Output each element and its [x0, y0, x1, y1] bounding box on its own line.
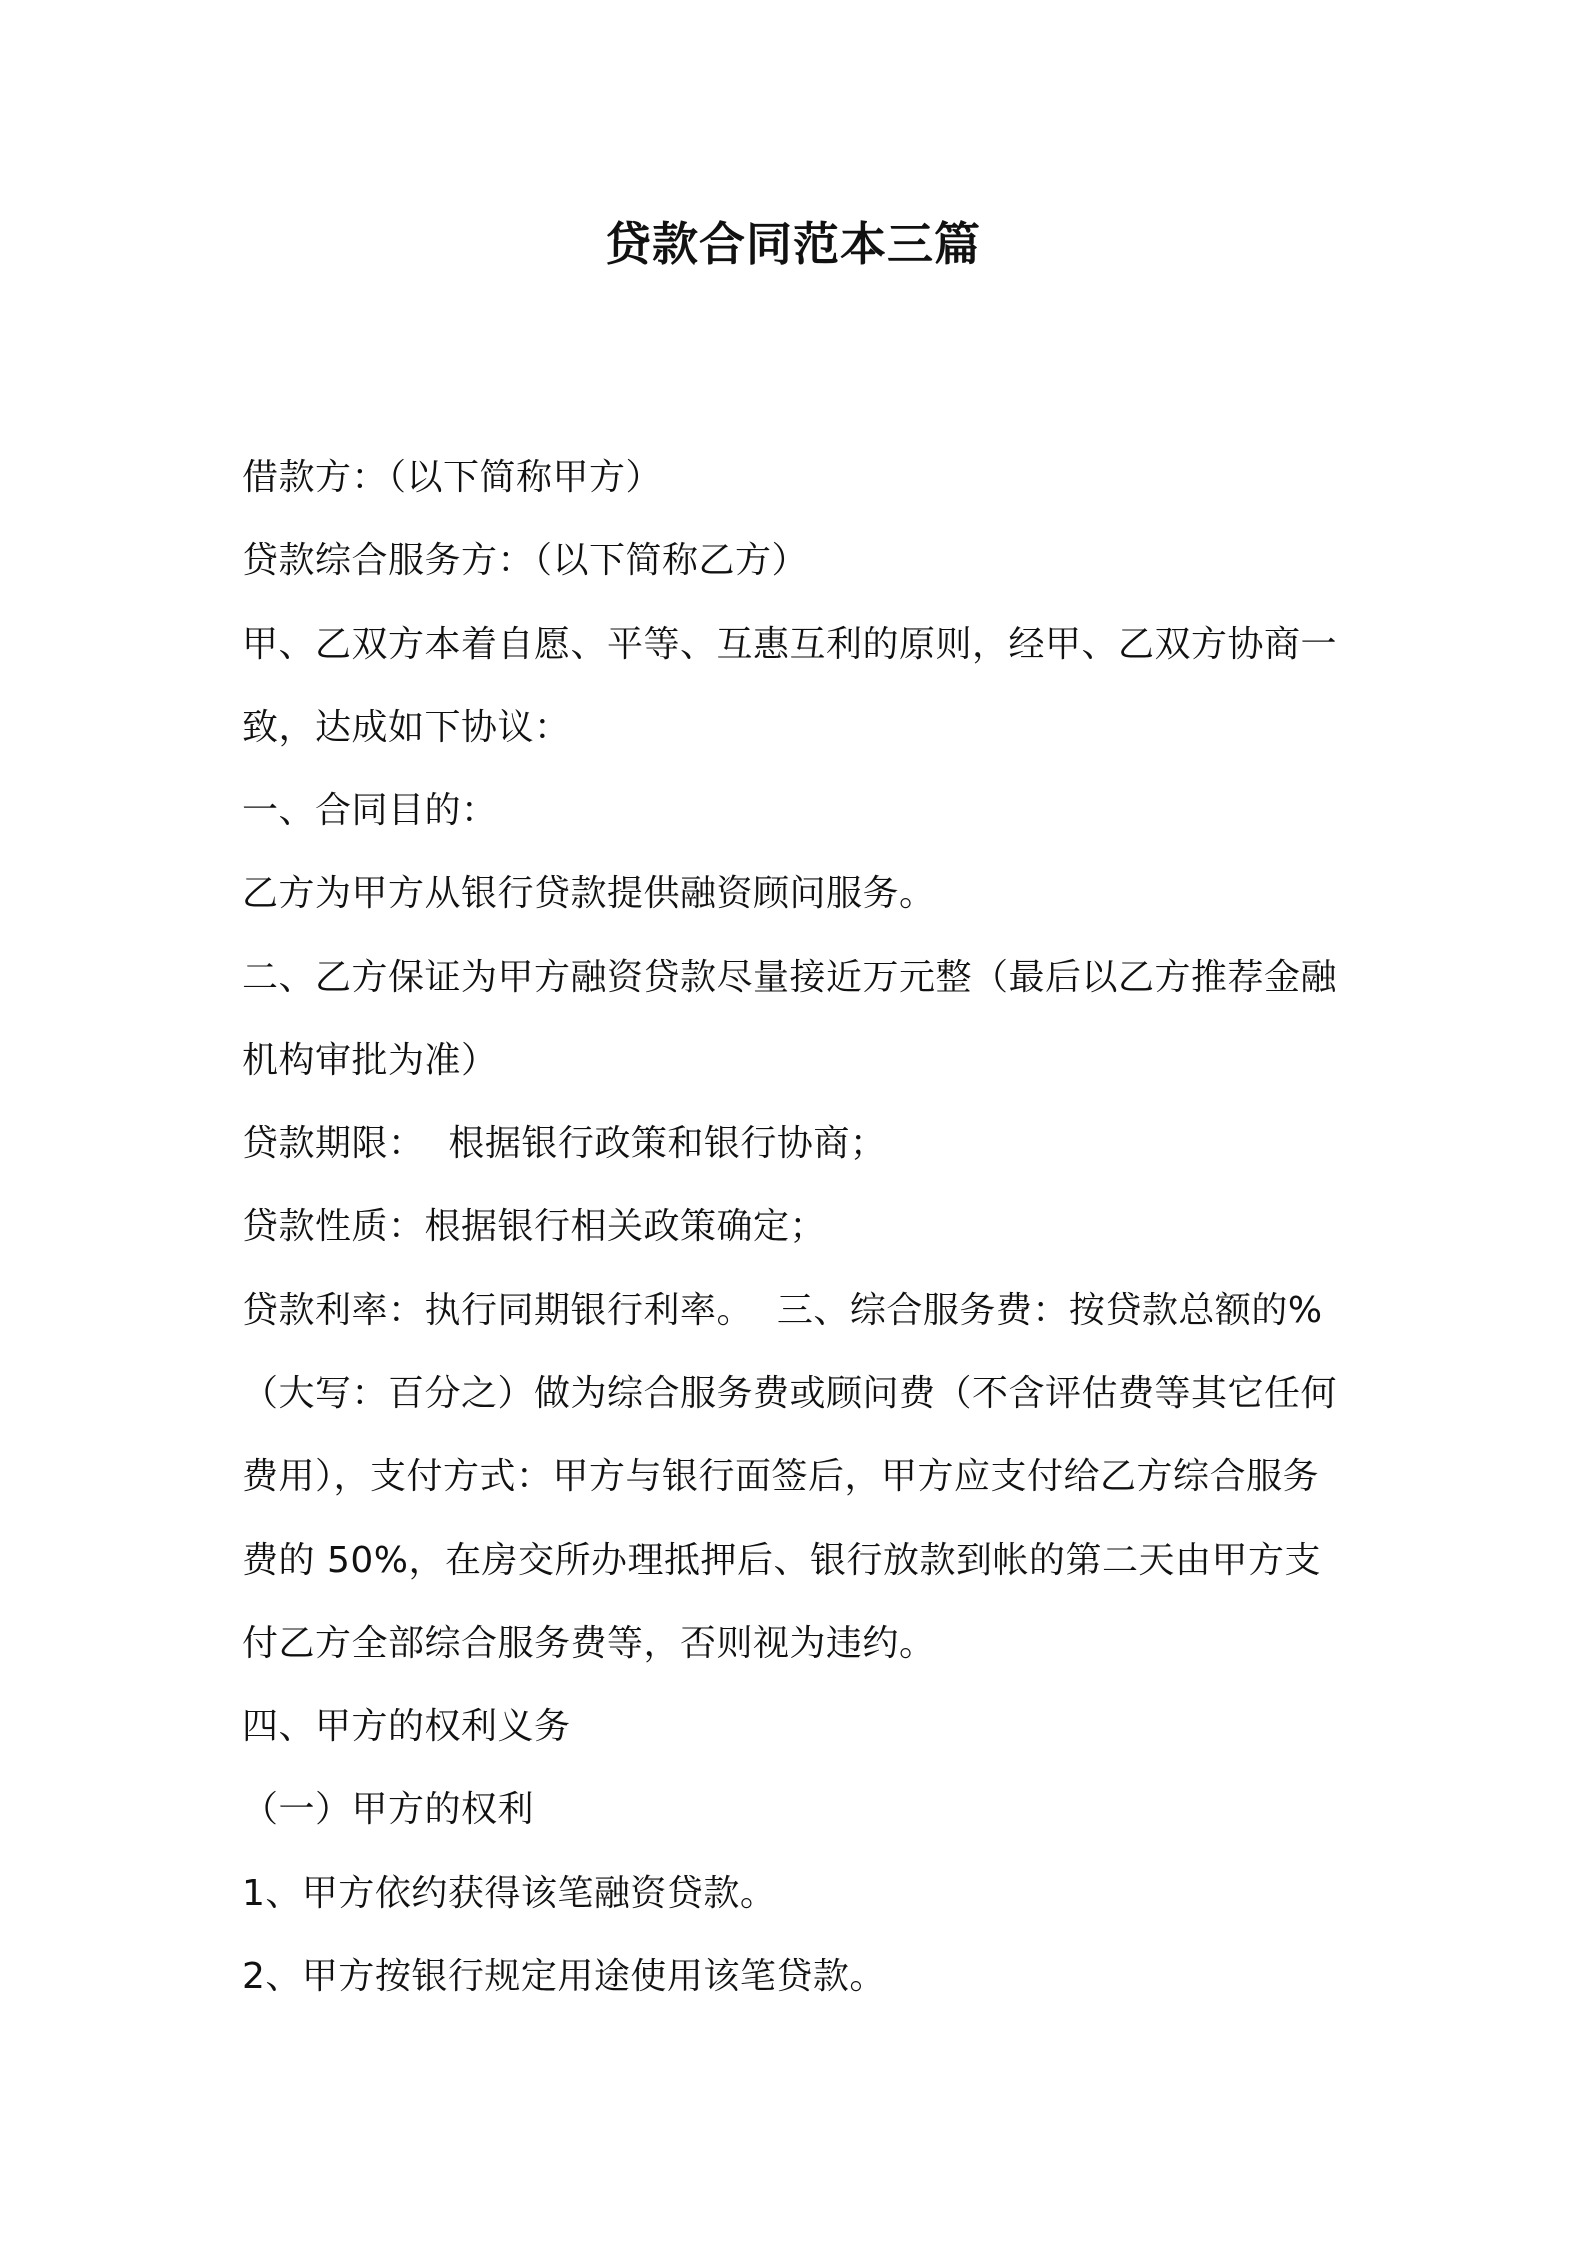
document-title: 贷款合同范本三篇: [605, 217, 981, 271]
text-line: 费的 50%，在房交所办理抵押后、银行放款到帐的第二天由甲方支: [242, 1540, 1321, 1581]
text-line: 贷款期限： 根据银行政策和银行协商；: [242, 1123, 887, 1164]
section-heading: 一、合同目的：: [242, 790, 498, 831]
text-line: 乙方为甲方从银行贷款提供融资顾问服务。: [242, 873, 936, 914]
text-line: 机构审批为准）: [242, 1040, 498, 1081]
text-line: 付乙方全部综合服务费等，否则视为违约。: [242, 1623, 936, 1664]
text-line: 致，达成如下协议：: [242, 707, 571, 748]
section-heading: 四、甲方的权利义务: [242, 1706, 571, 1747]
text-line: 贷款性质：根据银行相关政策确定；: [242, 1206, 827, 1247]
text-line: （大写：百分之）做为综合服务费或顾问费（不含评估费等其它任何: [242, 1373, 1338, 1414]
list-item: 1、甲方依约获得该笔融资贷款。: [242, 1873, 777, 1914]
text-line: 贷款利率：执行同期银行利率。 三、综合服务费：按贷款总额的%: [242, 1290, 1323, 1331]
text-line: 费用），支付方式：甲方与银行面签后，甲方应支付给乙方综合服务: [242, 1456, 1320, 1497]
text-line: 甲、乙双方本着自愿、平等、互惠互利的原则，经甲、乙双方协商一: [242, 624, 1338, 665]
list-item: 2、甲方按银行规定用途使用该笔贷款。: [242, 1956, 886, 1997]
section-heading: 二、乙方保证为甲方融资贷款尽量接近万元整（最后以乙方推荐金融: [242, 957, 1338, 998]
subsection-heading: （一）甲方的权利: [242, 1789, 535, 1830]
text-line: 贷款综合服务方：（以下简称乙方）: [242, 540, 809, 581]
text-line: 借款方：（以下简称甲方）: [242, 457, 663, 498]
